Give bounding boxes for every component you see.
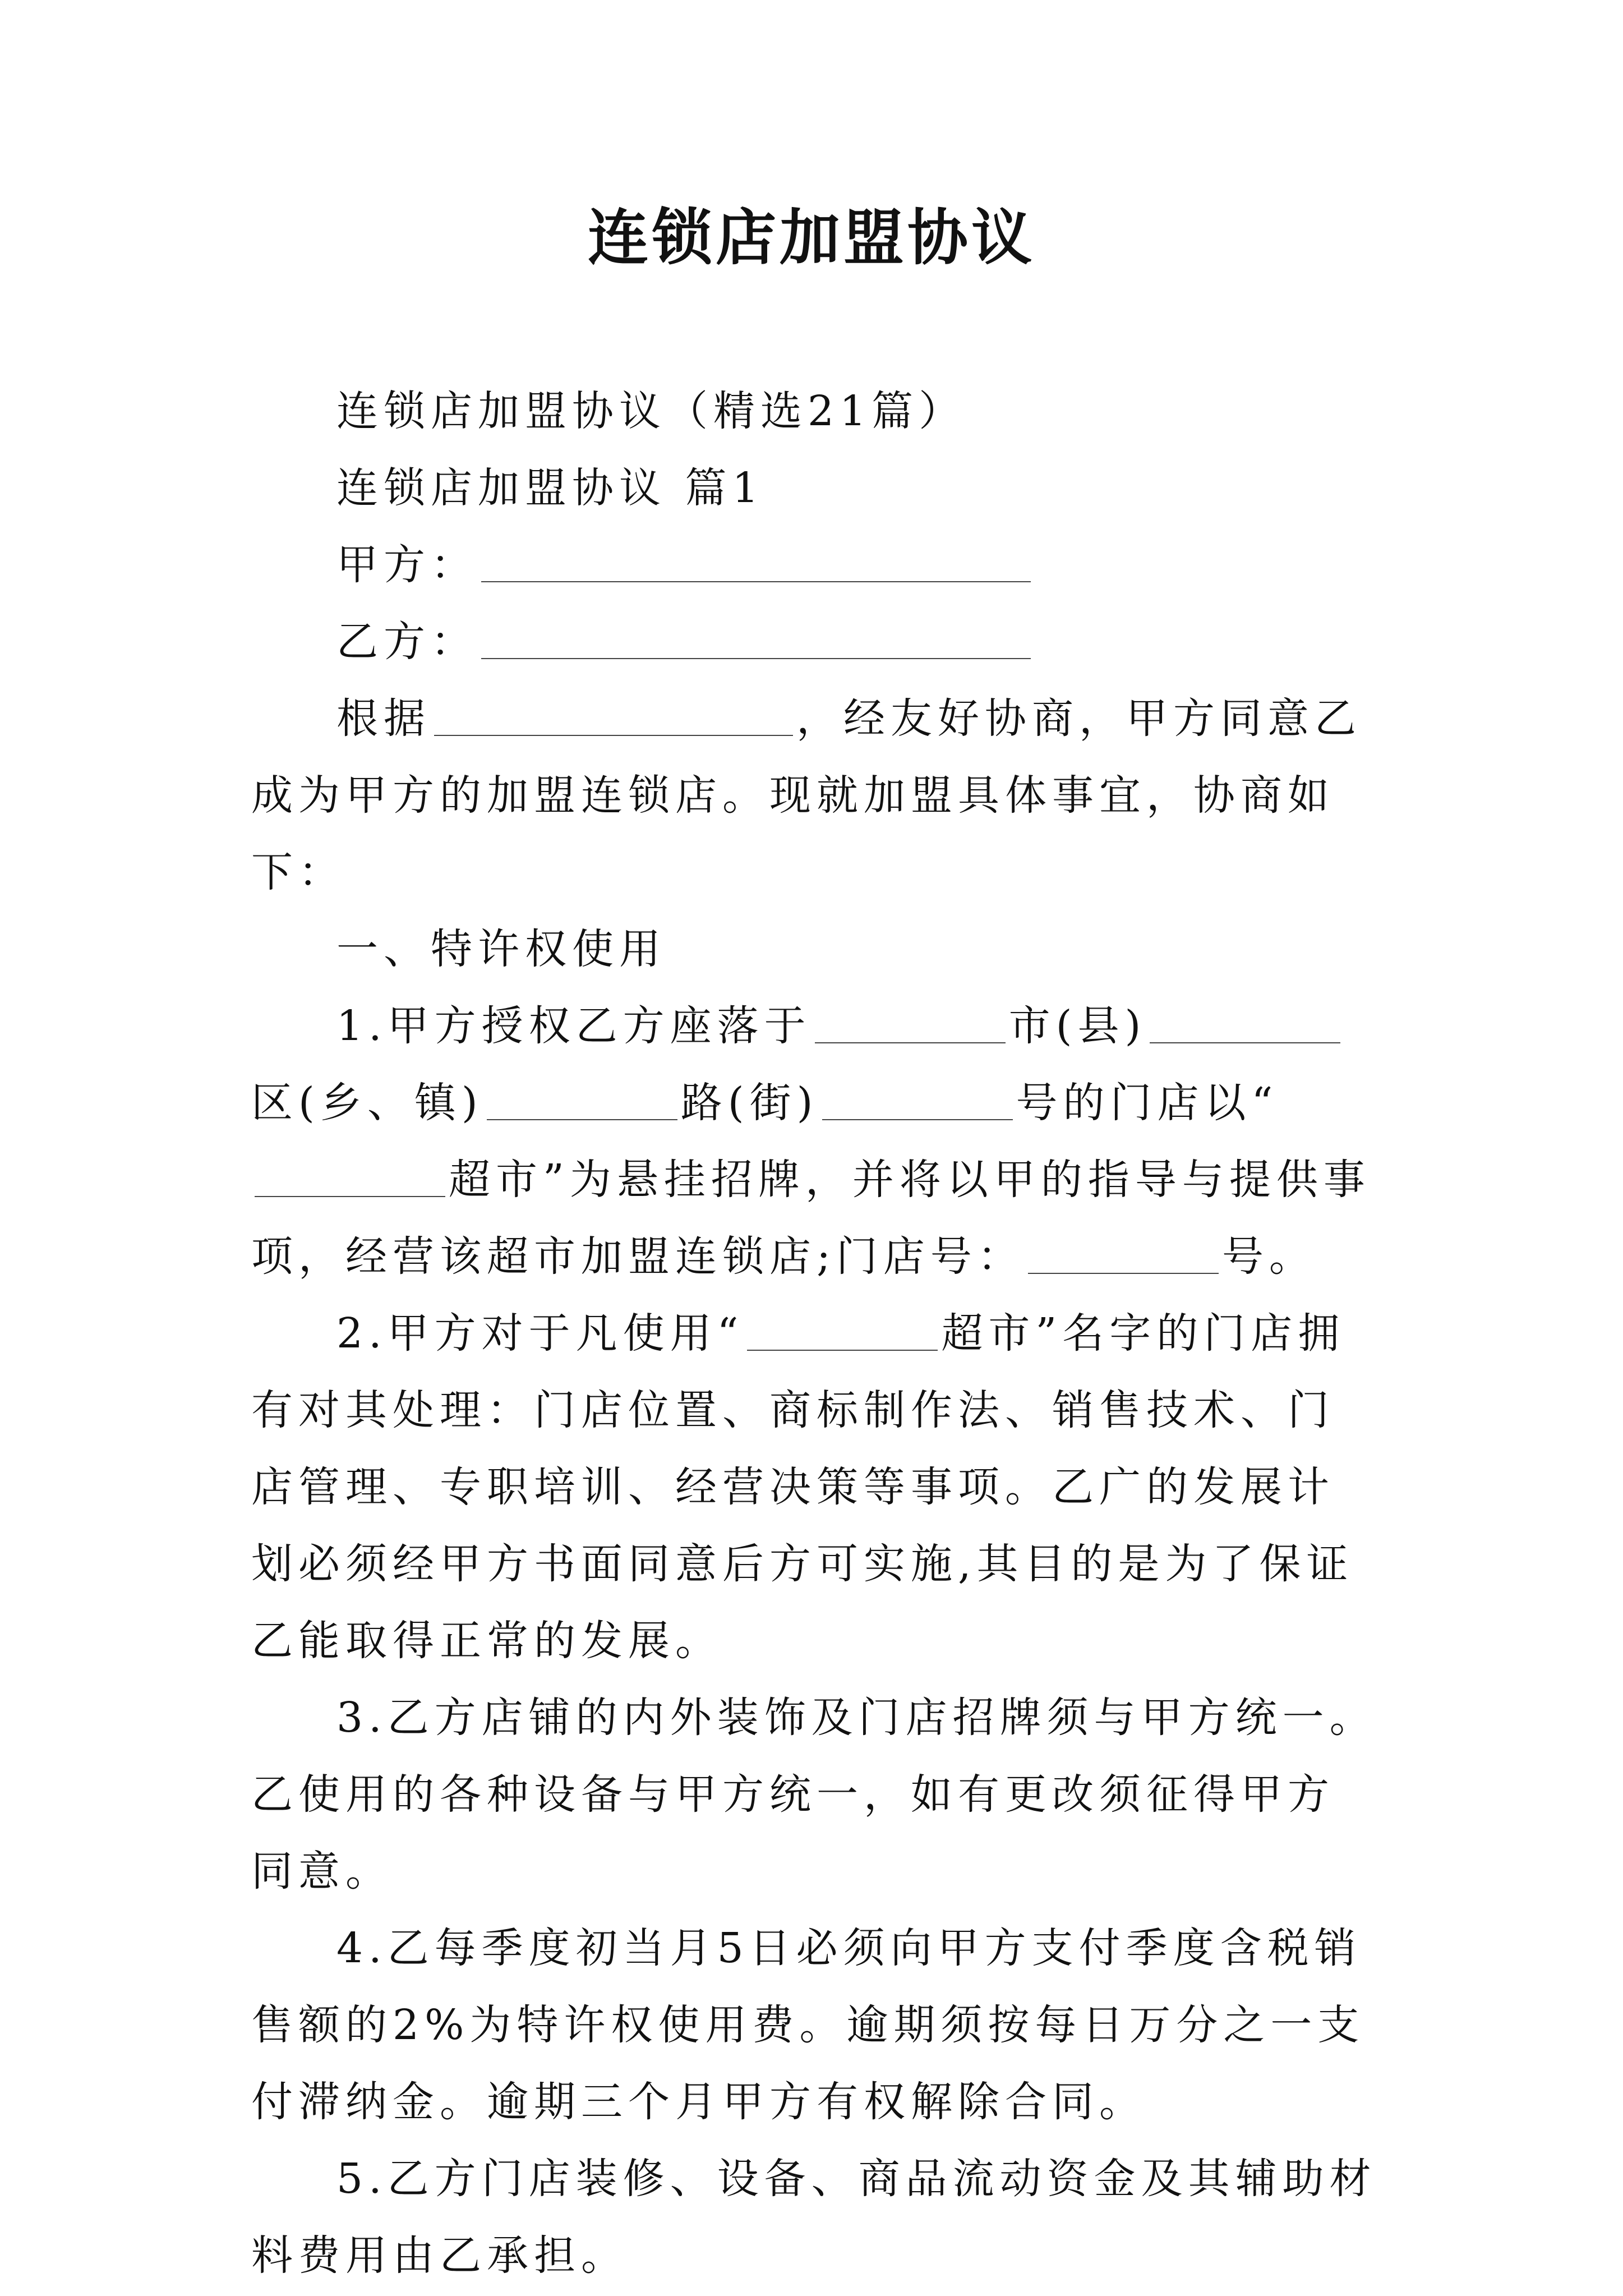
party-a-label: 甲方： bbox=[336, 541, 478, 589]
item-2 bbox=[251, 1295, 1378, 1680]
item1-text-1: 1.甲方授权乙方座落于 bbox=[336, 1002, 811, 1050]
item-1 bbox=[251, 988, 1378, 1295]
number-blank bbox=[822, 1082, 1013, 1120]
intro-after: ，经友好协商，甲方同意乙成为甲方的加盟连锁店。现就加盟具体事宜，协商如下： bbox=[251, 694, 1362, 896]
basis-blank bbox=[434, 698, 793, 736]
subtitle: 连锁店加盟协议（精选21篇） bbox=[336, 387, 966, 435]
item-3: 3.乙方店铺的内外装饰及门店招牌须与甲方统一。乙使用的各种设备与甲方统一，如有更改须征得甲方同意。 bbox=[251, 1694, 1377, 1895]
item2-text-1: 2.甲方对于凡使用“ bbox=[336, 1309, 744, 1358]
document-body bbox=[251, 373, 1378, 2294]
item1-text-7: 号。 bbox=[1221, 1232, 1316, 1281]
document-title: 连锁店加盟协议 bbox=[587, 203, 1035, 273]
item1-text-2: 市(县) bbox=[1008, 1002, 1147, 1050]
supermarket-name-blank bbox=[747, 1313, 938, 1351]
district-blank bbox=[1150, 1005, 1340, 1043]
intro-paragraph bbox=[251, 680, 1378, 911]
clause-heading: 一、特许权使用 bbox=[336, 925, 666, 973]
item-4: 4.乙每季度初当月5日必须向甲方支付季度含税销售额的2%为特许权使用费。逾期须按每日万分之一支付滞纳金。逾期三个月甲方有权解除合同。 bbox=[251, 1924, 1365, 2126]
item-5: 5.乙方门店装修、设备、商品流动资金及其辅助材料费用由乙承担。 bbox=[251, 2155, 1377, 2280]
party-a-line bbox=[251, 527, 1378, 604]
item1-text-5: 号的门店以“ bbox=[1016, 1079, 1279, 1127]
section-heading: 连锁店加盟协议 篇1 bbox=[336, 464, 764, 512]
party-b-line bbox=[251, 604, 1378, 680]
intro-before: 根据 bbox=[336, 694, 431, 743]
store-number-blank bbox=[1028, 1236, 1219, 1274]
party-b-blank bbox=[481, 621, 1031, 659]
party-a-blank bbox=[481, 544, 1031, 582]
road-blank bbox=[487, 1082, 677, 1120]
item1-text-4: 路(街) bbox=[680, 1079, 819, 1127]
store-name-blank bbox=[255, 1159, 445, 1197]
city-blank bbox=[815, 1005, 1006, 1043]
party-b-label: 乙方： bbox=[336, 618, 478, 666]
item1-text-6: 超市”为悬挂招牌，并将以甲的指导与提供事项，经营该超市加盟连锁店;门店号： bbox=[251, 1156, 1371, 1281]
item1-text-3: 区(乡、镇) bbox=[251, 1079, 483, 1127]
item2-text-2: 超市”名字的门店拥有对其处理：门店位置、商标制作法、销售技术、门店管理、专职培训、经营决策等事项。乙广的发展计划必须经甲方书面同意后方可实施,其目的是为了保证乙能取得正常的发展。 bbox=[251, 1309, 1354, 1665]
